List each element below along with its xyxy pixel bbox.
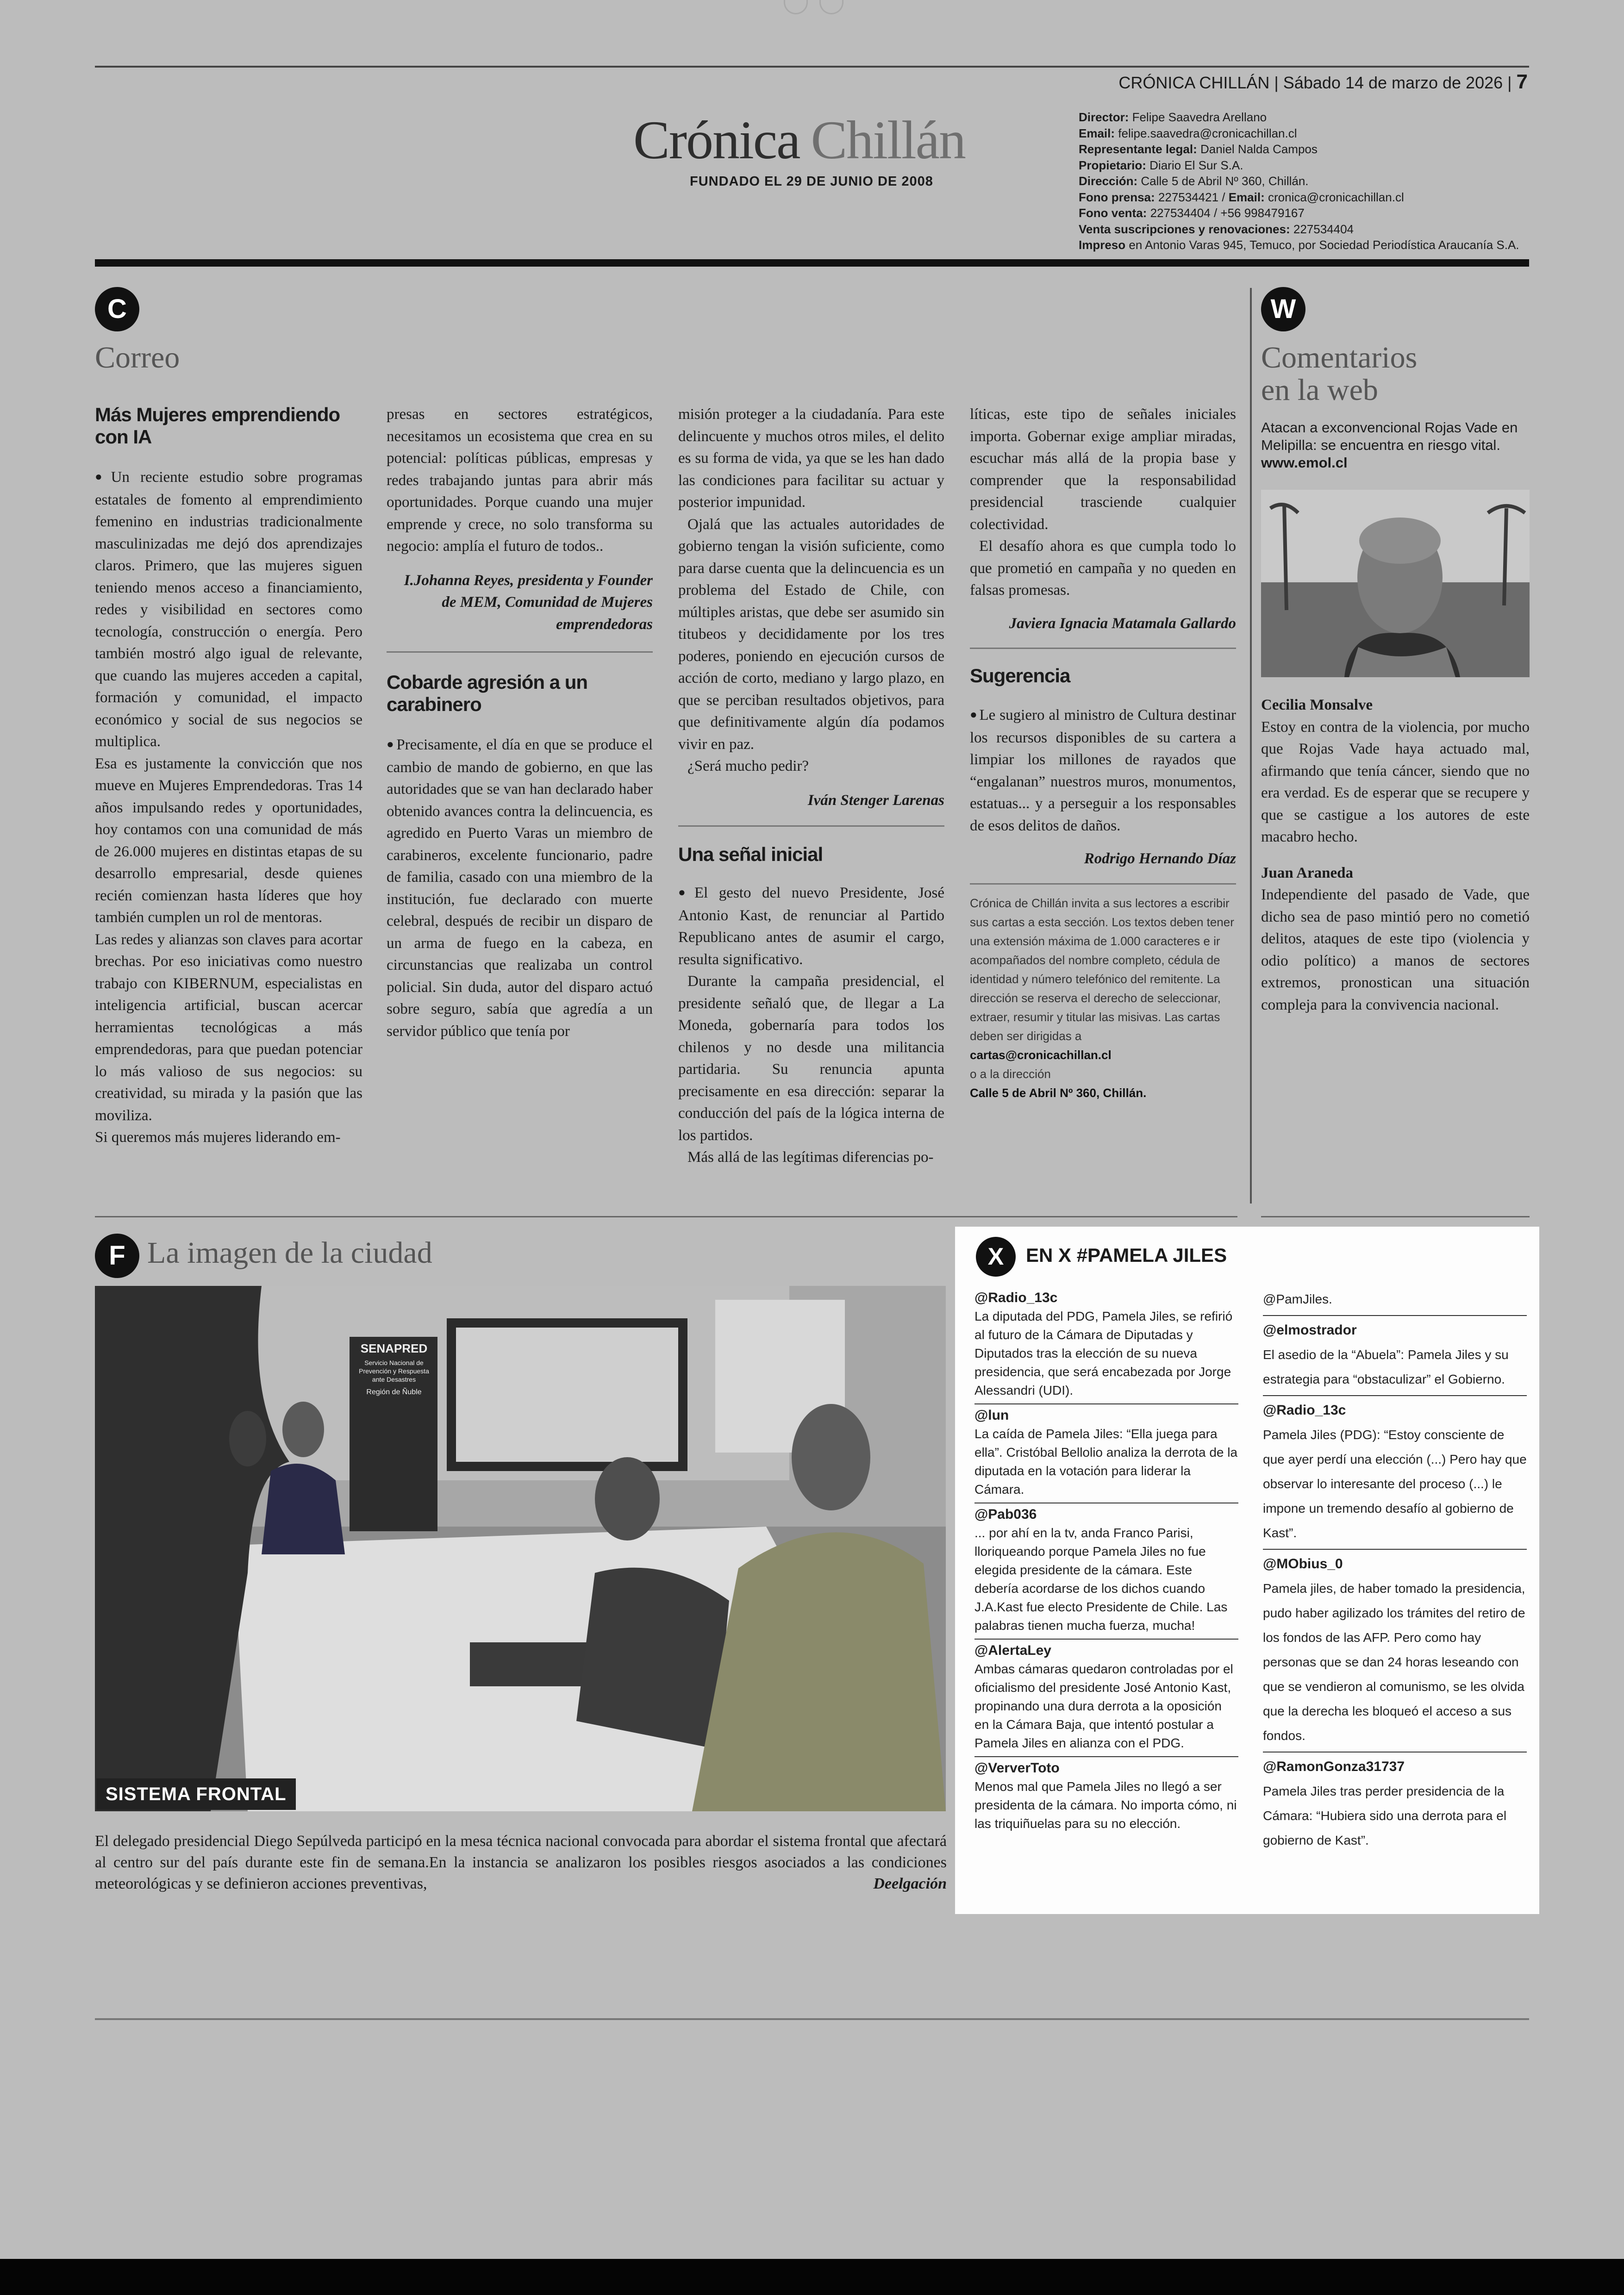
tweet-text: Pamela Jiles tras perder presidencia de la Cámara: “Hubiera sido una derrota para el gobierno de Kast”. (1263, 1784, 1507, 1847)
masthead (633, 109, 965, 172)
tweet-text: @PamJiles. (1263, 1292, 1332, 1306)
photo-credit: Deelgación (873, 1875, 947, 1892)
photo-banner (352, 1341, 436, 1397)
masthead-part-1: Crónica (633, 110, 800, 170)
tweet-text: Pamela Jiles (PDG): “Estoy consciente de que ayer perdí una elección (...) Pero hay que observar lo interesante del proceso (...) le impone un tremendo desafío al gobierno de Kast”. (1263, 1428, 1527, 1540)
section-rule (95, 1216, 1237, 1217)
x-logo-icon: X (976, 1237, 1016, 1277)
web-comments (1261, 694, 1530, 1016)
tweet-handle[interactable]: @VerverToto (974, 1756, 1238, 1777)
correo-badge: C (95, 287, 139, 331)
letter4-signature: Rodrigo Hernando Díaz (1084, 850, 1236, 867)
viewer-bottom-bar (0, 2259, 1624, 2295)
correo-column-2 (387, 404, 653, 1042)
image-section-title: La imagen de la ciudad (147, 1236, 432, 1270)
tweet-handle[interactable]: @Radio_13c (1263, 1395, 1527, 1422)
column-divider (1250, 288, 1252, 1204)
letter3-headline: Una señal inicial (678, 843, 823, 865)
banner-subtitle: Servicio Nacional de Prevención y Respuesta ante Desastres (359, 1359, 429, 1383)
divider (387, 651, 653, 653)
credit-line: Venta suscripciones y renovaciones: 227534404 (1079, 222, 1354, 236)
bullet-icon (970, 707, 979, 723)
page-bottom-rule (95, 2018, 1529, 2020)
correo-title: Correo (95, 341, 180, 374)
tweet-handle[interactable]: @elmostrador (1263, 1315, 1527, 1342)
letter2-headline: Cobarde agresión a un carabinero (387, 671, 588, 715)
letter2-p3: Ojalá que las actuales autoridades de gobierno tengan la visión suficiente, como para darse cuenta que la delincuencia es un problema del Estado de Chile, con múltiples aristas, que debe ser asumido sin titubeos y decididamente por los tres poderes, poniendo en ejecución cursos de acción de corto, mediano y largo plazo, en que se perciban resultados objetivos, para que definitivamente algún día podamos vivir en paz. (678, 516, 944, 753)
tweet-handle[interactable]: @AlertaLey (974, 1639, 1238, 1660)
tweet-text: Ambas cámaras quedaron controladas por el oficialismo del presidente José Antonio Kast, propinando una dura derrota a la oposición en la Cámara Baja, que intentó postular a Pamela Jiles en alianza con el PDG. (974, 1662, 1233, 1750)
tweet-text: ... por ahí en la tv, anda Franco Parisi, lloriqueando porque Pamela Jiles no fue elegida presidente de la cámara. Este debería acordarse de los dichos cuando J.A.Kast fue electo Presidente de Chile. Las palabras tienen mucha fuerza, mucha! (974, 1526, 1228, 1633)
web-intro: Atacan a exconvencional Rojas Vade en Melipilla: se encuentra en riesgo vital. www.emol.cl (1261, 419, 1518, 471)
banner-title: SENAPRED (360, 1341, 428, 1355)
letter3-p4: líticas, este tipo de señales iniciales importa. Gobernar exige ampliar miradas, escuchar más allá de la propia base y comprender que la responsabilidad presidencial trasciende cualquier colectividad. (970, 406, 1236, 533)
letter4-p1: Le sugiero al ministro de Cultura destinar los recursos disponibles de su cartera a limpiar los millones de rayados que “engalanan” nuestros muros, monumentos, estatuas... y a perseguir a los responsables de esos delitos de daños. (970, 707, 1236, 834)
divider (970, 648, 1236, 649)
header-bottom-rule (95, 259, 1529, 267)
note-text: Crónica de Chillán invita a sus lectores a escribir sus cartas a esta sección. Los textos deben tener una extensión máxima de 1.000 caracteres e ir acompañados del nombre completo, cédula de identidad y número telefónico del remitente. La dirección se reserva el derecho de seleccionar, extraer, resumir y titular las misivas. Las cartas deben ser dirigidas a (970, 896, 1234, 1043)
letter3-p5: El desafío ahora es que cumpla todo lo que prometió en campaña y no queden en falsas promesas. (970, 538, 1236, 599)
web-title: Comentarios en la web (1261, 341, 1418, 407)
credits-block (1079, 109, 1542, 253)
note-address: Calle 5 de Abril Nº 360, Chillán. (970, 1085, 1147, 1100)
folio-line: CRÓNICA CHILLÁN | Sábado 14 de marzo de 2026 | 7 (1118, 70, 1528, 93)
letter1-p2: Esa es justamente la convicción que nos mueve en Mujeres Emprendedoras. Tras 14 años impulsando redes y oportunidades, hoy contamos con una comunidad de más de 26.000 mujeres en distintas etapas de su desarrollo empresarial, desde quienes recién comienzan hasta líderes que hoy también cumplen un rol de mentoras. (95, 755, 362, 926)
tweet-text: Menos mal que Pamela Jiles no llegó a ser presidenta de la cámara. No importa cómo, ni las triquiñuelas para su no elección. (974, 1779, 1237, 1831)
letter1-p5: presas en sectores estratégicos, necesitamos un ecosistema que crea en su potencial: políticas públicas, empresas y redes trabajando juntas para abrir más oportunidades. Porque cuando una mujer emprende y crece, no solo transforma su negocio: amplía el futuro de todos.. (387, 406, 653, 555)
x-column-left (974, 1287, 1238, 1837)
credit-line: Fono prensa: 227534421 / Email: cronica@cronicachillan.cl (1079, 190, 1404, 204)
x-panel-title: EN X #PAMELA JILES (1026, 1244, 1227, 1266)
divider (678, 825, 944, 827)
credit-line: Representante legal: Daniel Nalda Campos (1079, 142, 1318, 156)
tweet-text: La caída de Pamela Jiles: “Ella juega para ella”. Cristóbal Bellolio analiza la derrota de la diputada en la votación para liderar la Cámara. (974, 1427, 1238, 1497)
letter3-p2: Durante la campaña presidencial, el presidente señaló que, de llegar a La Moneda, gobernaría para todos los chilenos y no desde una militancia partidaria. Su renuncia apunta precisamente en esa dirección: separar la conducción del país de la lógica interna de los partidos. (678, 973, 944, 1144)
letter4-headline: Sugerencia (970, 665, 1070, 686)
credit-line: Fono venta: 227534404 / +56 998479167 (1079, 206, 1305, 220)
letter1-p1: Un reciente estudio sobre programas estatales de fomento al emprendimiento femenino en industrias tradicionalmente masculinizadas me dejó dos aprendizajes claros. Primero, que las mujeres siguen teniendo menos acceso a financiamiento, redes y visibilidad en sectores como tecnología, construcción o energía. Pero también mostró algo igual de relevante, que cuando las mujeres acceden a capital, formación y comunidad, el impacto económico y social de sus negocios se multiplica. (95, 469, 362, 750)
web-source: www.emol.cl (1261, 455, 1348, 471)
tweet-handle[interactable]: @lun (974, 1403, 1238, 1425)
viewer-control-right[interactable] (819, 0, 843, 14)
letter3-signature: Javiera Ignacia Matamala Gallardo (1009, 615, 1236, 632)
letter2-p2: misión proteger a la ciudadanía. Para este delincuente y muchos otros miles, el delito es su forma de vida, ya que se les han dado las condiciones para facilitar su actuar y posterior impunidad. (678, 406, 944, 511)
portrait-photo (1261, 490, 1530, 677)
tweet-handle[interactable]: @RamonGonza31737 (1263, 1752, 1527, 1779)
letter2-signature: Iván Stenger Larenas (807, 792, 944, 809)
note-email: cartas@cronicachillan.cl (970, 1048, 1112, 1062)
credit-line: Impreso en Antonio Varas 945, Temuco, por Sociedad Periodística Araucanía S.A. (1079, 238, 1519, 252)
tweet-text: La diputada del PDG, Pamela Jiles, se refirió al futuro de la Cámara de Diputadas y Diputados tras la elección de su nueva presidencia, que será encabezada por Jorge Alessandri (UDI). (974, 1309, 1233, 1397)
banner-region: Región de Ñuble (366, 1388, 422, 1396)
comment-text: Independiente del pasado de Vade, que dicho sea de paso mintió pero no cometió delitos, ataques de este tipo (violencia y odio político) a manos de sectores extremos, pronostican una situación compleja para la convivencia nacional. (1261, 886, 1530, 1013)
tweet-text: Pamela jiles, de haber tomado la presidencia, pudo haber agilizado los trámites del retiro de los fondos de las AFP. Pero como hay personas que se dan 24 horas leseando con que se vendieron al comunismo, se les olvida que la derecha les bloqueó el acceso a sus fondos. (1263, 1581, 1525, 1743)
comment-author: Cecilia Monsalve (1261, 697, 1373, 713)
comment-text: Estoy en contra de la violencia, por mucho que Rojas Vade haya actuado mal, afirmando que tenía cáncer, siendo que no era verdad. Es de esperar que se recupere y que se castigue a los autores de este macabro hecho. (1261, 718, 1530, 845)
x-panel-header (976, 1237, 1227, 1277)
letter1-headline: Más Mujeres emprendiendo con IA (95, 404, 340, 448)
credit-line: Dirección: Calle 5 de Abril Nº 360, Chillán. (1079, 174, 1309, 188)
photo-caption: El delegado presidencial Diego Sepúlveda participó en la mesa técnica nacional convocada para abordar el sistema frontal que afectará al centro sur del país durante este fin de semana.En la instancia se analizaron los posibles riesgos asociados a las condiciones meteorológicas y se definieron acciones preventivas, Deelgación (95, 1831, 947, 1895)
correo-column-4 (970, 404, 1236, 1103)
folio-paper: CRÓNICA CHILLÁN (1118, 73, 1270, 92)
note-or: o a la dirección (970, 1066, 1051, 1081)
header-top-rule (95, 66, 1529, 68)
x-column-right (1263, 1287, 1527, 1856)
letter3-p1: El gesto del nuevo Presidente, José Antonio Kast, de renunciar al Partido Republicano antes de asumir el cargo, resulta significativo. (678, 885, 944, 968)
letter3-p3: Más allá de las legítimas diferencias po- (687, 1149, 934, 1166)
letter2-p1: Precisamente, el día en que se produce el cambio de mando de gobierno, en que las autoridades que se van han declarado haber obtenido avances contra la delincuencia, es agredido en Puerto Varas un miembro de carabineros, excelente funcionario, padre de familia, casado con una miembro de la institución, fue declarado con muerte celebral, después de recibir un disparo de un arma de fuego en la cabeza, en circunstancias que realizaba un control policial. Sin duda, autor del disparo actuó sobre seguro, sabía que agredía a un servidor público que tenía por (387, 736, 653, 1040)
bullet-icon (387, 736, 396, 753)
tweet-text: El asedio de la “Abuela”: Pamela Jiles y su estrategia para “obstaculizar” el Gobierno. (1263, 1347, 1509, 1386)
photo-label: SISTEMA FRONTAL (96, 1778, 296, 1810)
letter1-p3: Las redes y alianzas son claves para acortar brechas. Por eso iniciativas como nuestro trabajo con KIBERNUM, especialistas en inteligencia artificial, buscan acercar herramientas tecnológicas a más emprendedoras, para que puedan potenciar lo más valioso de sus negocios: su creatividad, su mirada y la pasión que las moviliza. (95, 931, 362, 1124)
credit-line: Propietario: Diario El Sur S.A. (1079, 158, 1243, 172)
tweet-handle[interactable]: @MObius_0 (1263, 1549, 1527, 1576)
comment-author: Juan Araneda (1261, 864, 1353, 881)
divider (970, 883, 1236, 885)
bullet-icon (678, 885, 694, 901)
folio-date: Sábado 14 de marzo de 2026 (1283, 73, 1503, 92)
credit-line: Email: felipe.saavedra@cronicachillan.cl (1079, 126, 1297, 140)
letter2-p4: ¿Será mucho pedir? (687, 758, 809, 774)
folio-page: 7 (1516, 70, 1528, 93)
x-panel (955, 1227, 1539, 1914)
correo-column-1 (95, 404, 362, 1149)
letters-note (970, 894, 1236, 1103)
tweet-handle[interactable]: @Radio_13c (974, 1290, 1058, 1305)
correo-column-3 (678, 404, 944, 1169)
tweet-handle[interactable]: @Pab036 (974, 1503, 1238, 1524)
founded-line: FUNDADO EL 29 DE JUNIO DE 2008 (690, 174, 933, 189)
letter1-p4: Si queremos más mujeres liderando em- (95, 1129, 341, 1146)
viewer-control-left[interactable] (784, 0, 808, 14)
bullet-icon (95, 469, 111, 486)
credit-line: Director: Felipe Saavedra Arellano (1079, 110, 1267, 124)
meeting-photo (95, 1286, 946, 1811)
masthead-part-2: Chillán (811, 110, 965, 170)
letter1-signature: I.Johanna Reyes, presidenta y Founder de MEM, Comunidad de Mujeres emprendedoras (404, 572, 653, 633)
section-rule (1261, 1216, 1530, 1217)
image-badge: F (95, 1234, 139, 1278)
web-badge: W (1261, 287, 1305, 331)
